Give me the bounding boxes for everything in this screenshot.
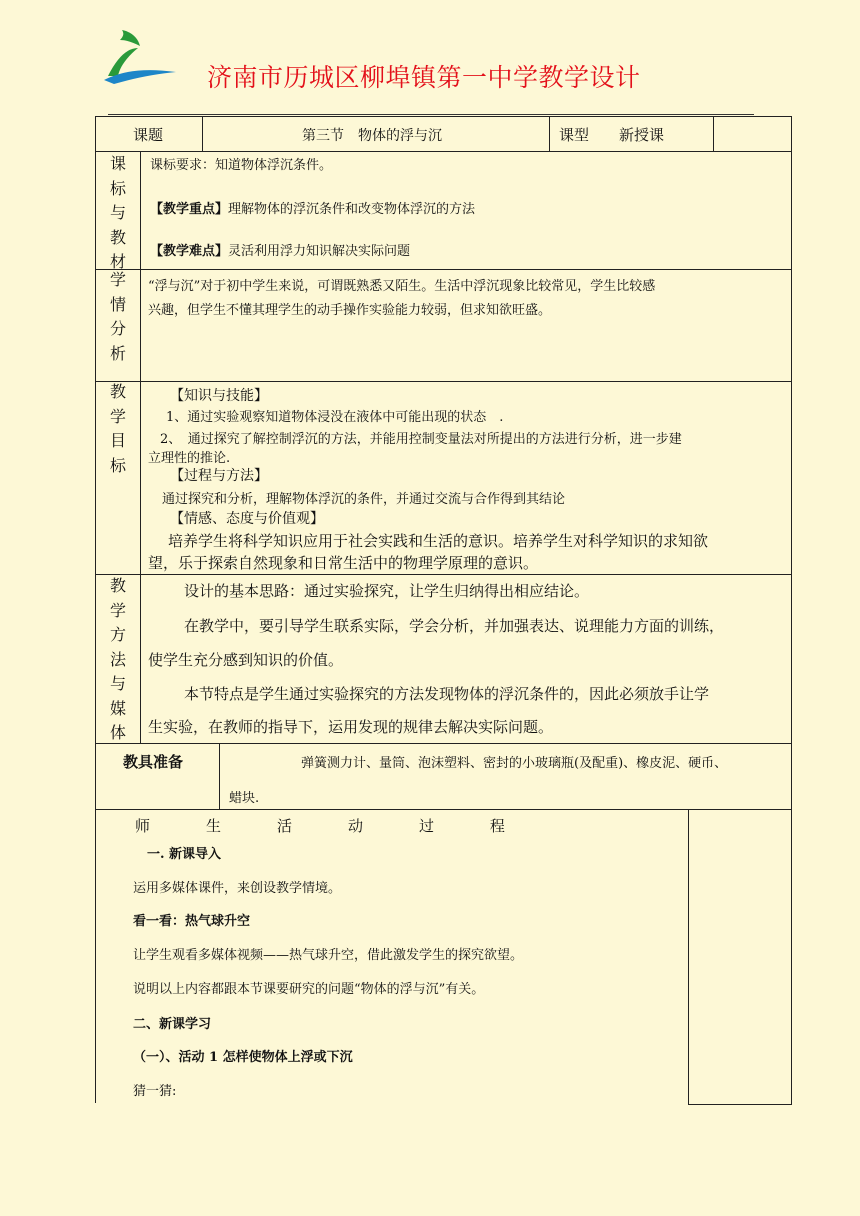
process-heading: 师 生 活 动 过 程 (135, 817, 505, 835)
guess-text: 猜一猜: (133, 1084, 177, 1099)
label-column-line (140, 574, 141, 744)
topic-value: 第三节 物体的浮与沉 (302, 128, 442, 144)
topic-label: 课题 (133, 126, 164, 144)
knowledge-item-1: 1、通过实验观察知道物体浸没在液体中可能出现的状态 . (166, 410, 504, 425)
methods-p3b: 生实验，在教师的指导下，运用发现的规律去解决实际问题。 (148, 718, 554, 736)
section-1-text: 运用多媒体课件，来创设教学情境。 (133, 881, 342, 896)
standards-requirement: 课标要求：知道物体浮沉条件。 (150, 158, 333, 173)
knowledge-heading: 【知识与技能】 (170, 388, 268, 404)
objectives-label: 教 学 目 标 (109, 382, 126, 475)
process-left-line (95, 809, 96, 1103)
note-text: 说明以上内容都跟本节课要研究的问题“物体的浮与沉”有关。 (133, 982, 485, 997)
section-2-title: 二、新课学习 (133, 1017, 212, 1032)
school-logo (98, 26, 180, 86)
process-side-box (688, 809, 792, 1105)
difficulty: 【教学难点】灵活利用浮力知识解决实际问题 (150, 244, 411, 259)
type-value: 新授课 (619, 126, 665, 144)
methods-p2a: 在教学中，要引导学生联系实际，学会分析，并加强表达、说理能力方面的训练， (184, 617, 725, 635)
label-column-line (140, 269, 141, 382)
look-title: 看一看：热气球升空 (133, 914, 251, 929)
label-column-line (140, 381, 141, 575)
look-text: 让学生观看多媒体视频——热气球升空，借此激发学生的探究欲望。 (133, 948, 524, 963)
process-item-1: 通过探究和分析，理解物体浮沉的条件，并通过交流与合作得到其结论 (162, 492, 566, 507)
type-value-cell (713, 116, 714, 152)
equipment-line1: 弹簧测力计、量筒、泡沫塑料、密封的小玻璃瓶(及配重)、橡皮泥、硬币、 (301, 756, 728, 771)
equipment-label: 教具准备 (123, 753, 184, 771)
methods-label: 教 学 方 法 与 媒 体 (109, 576, 126, 742)
process-heading: 【过程与方法】 (170, 468, 268, 484)
section-1-title: 一. 新课导入 (147, 847, 222, 862)
emotion-item-1a: 培养学生将科学知识应用于社会实践和生活的意识。培养学生对科学知识的求知欲 (168, 532, 709, 550)
key-point: 【教学重点】理解物体的浮沉条件和改变物体浮沉的方法 (150, 202, 476, 217)
methods-p3a: 本节特点是学生通过实验探究的方法发现物体的浮沉条件的，因此必须放手让学 (184, 685, 710, 703)
learner-text-line2: 兴趣，但学生不懂其理学生的动手操作实验能力较弱，但求知欲旺盛。 (148, 303, 552, 318)
standards-label: 课 标 与 教 材 (109, 154, 126, 271)
learner-label: 学 情 分 析 (109, 270, 126, 363)
emotion-item-1b: 望，乐于探索自然现象和日常生活中的物理学原理的意识。 (148, 554, 539, 572)
knowledge-item-2a: 2、 通过探究了解控制浮沉的方法，并能用控制变量法对所提出的方法进行分析，进一步建 (160, 432, 682, 447)
learner-text-line1: “浮与沉”对于初中学生来说，可谓既熟悉又陌生。生活中浮沉现象比较常见，学生比较感 (148, 279, 656, 294)
header-rule (108, 114, 754, 115)
equipment-divider (219, 743, 220, 810)
label-column-line (140, 151, 141, 270)
methods-p2b: 使学生充分感到知识的价值。 (148, 651, 344, 669)
methods-p1: 设计的基本思路：通过实验探究，让学生归纳得出相应结论。 (184, 582, 590, 600)
emotion-heading: 【情感、态度与价值观】 (170, 511, 324, 527)
knowledge-item-2b: 立理性的推论. (148, 451, 231, 466)
type-label: 课型 (559, 126, 590, 144)
school-title: 济南市历城区柳埠镇第一中学教学设计 (207, 63, 641, 92)
equipment-line2: 蜡块. (229, 791, 260, 806)
activity-1-title: （一）、活动 1 怎样使物体上浮或下沉 (133, 1050, 353, 1065)
